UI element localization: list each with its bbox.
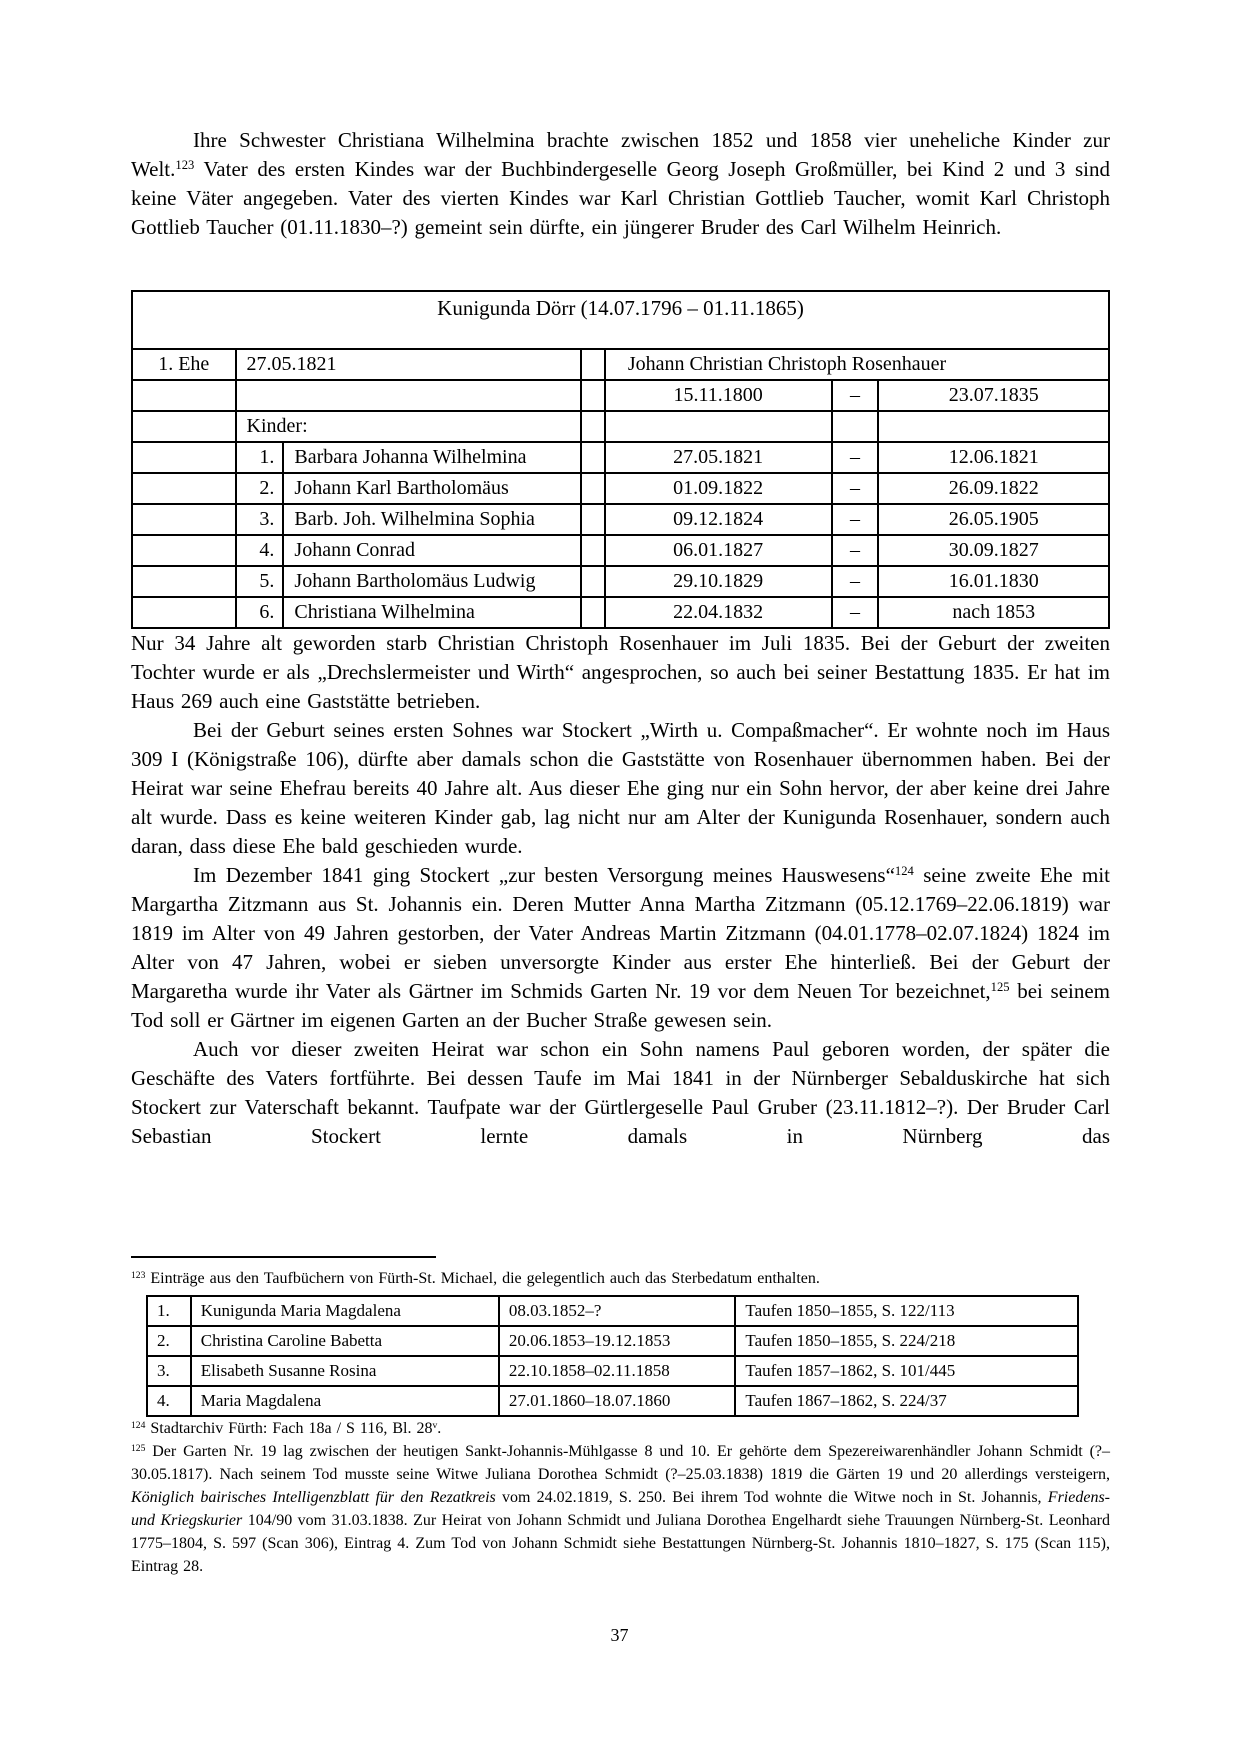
footnote-area bbox=[131, 1256, 1110, 1578]
child-name-cell: Christiana Wilhelmina bbox=[283, 597, 581, 628]
family-table bbox=[131, 290, 1110, 629]
fn-row-source-cell: Taufen 1857–1862, S. 101/445 bbox=[735, 1356, 1078, 1386]
dash-cell: – bbox=[832, 535, 879, 566]
child-name-cell: Johann Bartholomäus Ludwig bbox=[283, 566, 581, 597]
fn-row-number-cell: 2. bbox=[147, 1326, 191, 1356]
fn-row-source-cell: Taufen 1850–1855, S. 224/218 bbox=[735, 1326, 1078, 1356]
fn-row-name-cell: Kunigunda Maria Magdalena bbox=[191, 1296, 499, 1326]
child-birth-cell: 29.10.1829 bbox=[605, 566, 832, 597]
child-death-cell: 26.05.1905 bbox=[878, 504, 1109, 535]
text-segment: 104/90 vom 31.03.1838. Zur Heirat von Johann Schmidt und Juliana Dorothea Engelhardt siehe Trauungen Nürnberg-St. Leonhard 1775–1804, S. 597 (Scan 306), Eintrag 4. Zum Tod von Johann Schmidt siehe Bestattungen Nürnberg-St. Johannis 1810–1827, S. 175 (Scan 115), Eintrag 28. bbox=[131, 1512, 1110, 1575]
fn-row-name-cell: Maria Magdalena bbox=[191, 1386, 499, 1416]
child-row bbox=[132, 597, 1109, 628]
paragraph-rosenhauer-death bbox=[131, 629, 1110, 716]
footnote-125 bbox=[131, 1440, 1110, 1578]
empty-cell bbox=[132, 504, 236, 535]
dash-cell: – bbox=[832, 566, 879, 597]
paragraph-sister-children bbox=[131, 126, 1110, 242]
text-segment: Im Dezember 1841 ging Stockert „zur besten Versorgung meines Hauswesens“ bbox=[193, 863, 895, 887]
child-number-cell: 3. bbox=[236, 504, 284, 535]
empty-cell bbox=[132, 411, 236, 442]
empty-cell bbox=[132, 380, 236, 411]
spacer-cell bbox=[581, 535, 604, 566]
spacer-cell bbox=[581, 473, 604, 504]
footnote-table-row bbox=[147, 1326, 1078, 1356]
text-segment: v bbox=[432, 1419, 438, 1431]
spacer-cell bbox=[581, 597, 604, 628]
spouse-death-cell: 23.07.1835 bbox=[878, 380, 1109, 411]
fn-row-source-cell: Taufen 1867–1862, S. 224/37 bbox=[735, 1386, 1078, 1416]
child-number-cell: 5. bbox=[236, 566, 284, 597]
child-row bbox=[132, 535, 1109, 566]
text-segment: Vater des ersten Kindes war der Buchbindergeselle Georg Joseph Großmüller, bei Kind 2 und 3 sind keine Väter angegeben. Vater des vierten Kindes war Karl Christian Gottlieb Taucher, womit Karl Christoph Gottlieb Taucher (01.11.1830–?) gemeint sein dürfte, ein jüngerer Bruder des Carl Wilhelm Heinrich. bbox=[131, 157, 1110, 239]
text-segment: Der Garten Nr. 19 lag zwischen der heutigen Sankt-Johannis-Mühlgasse 8 und 10. Er gehörte dem Spezereiwarenhändler Johann Schmidt (?–30.05.1817). Nach seinem Tod musste seine Witwe Juliana Dorothea Schmidt (?–25.03.1838) 1819 die Gärten 19 und 20 allerdings versteigern, bbox=[131, 1443, 1110, 1483]
footnote-table-row bbox=[147, 1386, 1078, 1416]
spacer-cell bbox=[581, 566, 604, 597]
empty-cell bbox=[236, 380, 582, 411]
empty-cell bbox=[832, 411, 879, 442]
text-segment: 123 bbox=[175, 158, 195, 173]
paragraph-second-marriage bbox=[131, 861, 1110, 1035]
fn-row-dates-cell: 27.01.1860–18.07.1860 bbox=[499, 1386, 735, 1416]
child-birth-cell: 09.12.1824 bbox=[605, 504, 832, 535]
child-number-cell: 2. bbox=[236, 473, 284, 504]
fn-row-number-cell: 3. bbox=[147, 1356, 191, 1386]
text-segment: 124 bbox=[131, 1419, 146, 1431]
text-segment: 123 bbox=[131, 1269, 146, 1281]
text-segment: seine zweite Ehe mit Margartha Zitzmann aus St. Johannis ein. Deren Mutter Anna Martha Zitzmann (05.12.1769–22.06.1819) war 1819 im Alter von 49 Jahren gestorben, der Vater Andreas Martin Zitzmann (04.01.1778–02.07.1824) 1824 im Alter von 47 Jahren, wobei er sieben unversorgte Kinder aus erster Ehe hinterließ. Bei der Geburt der Margaretha wurde ihr Vater als Gärtner im Schmids Garten Nr. 19 vor dem Neuen Tor bezeichnet, bbox=[131, 863, 1110, 1003]
footnote-separator bbox=[131, 1256, 436, 1258]
text-segment: 124 bbox=[894, 864, 914, 879]
fn-row-dates-cell: 08.03.1852–? bbox=[499, 1296, 735, 1326]
child-death-cell: 16.01.1830 bbox=[878, 566, 1109, 597]
text-segment: 125 bbox=[131, 1442, 146, 1454]
fn-row-source-cell: Taufen 1850–1855, S. 122/113 bbox=[735, 1296, 1078, 1326]
empty-cell bbox=[132, 566, 236, 597]
child-birth-cell: 27.05.1821 bbox=[605, 442, 832, 473]
footnote-123 bbox=[131, 1267, 1110, 1290]
fn-row-number-cell: 4. bbox=[147, 1386, 191, 1416]
dash-cell: – bbox=[832, 597, 879, 628]
spacer-cell bbox=[581, 504, 604, 535]
footnote-table-row bbox=[147, 1356, 1078, 1386]
body-text-block bbox=[131, 126, 1110, 1151]
dash-cell: – bbox=[832, 380, 879, 411]
child-death-cell: 26.09.1822 bbox=[878, 473, 1109, 504]
child-birth-cell: 06.01.1827 bbox=[605, 535, 832, 566]
child-name-cell: Johann Karl Bartholomäus bbox=[283, 473, 581, 504]
paragraph-son-paul bbox=[131, 1035, 1110, 1151]
child-name-cell: Johann Conrad bbox=[283, 535, 581, 566]
empty-cell bbox=[132, 442, 236, 473]
child-death-cell: 30.09.1827 bbox=[878, 535, 1109, 566]
marriage-row bbox=[132, 349, 1109, 380]
empty-cell bbox=[132, 535, 236, 566]
dash-cell: – bbox=[832, 442, 879, 473]
text-segment: Nur 34 Jahre alt geworden starb Christian Christoph Rosenhauer im Juli 1835. Bei der Geburt der zweiten Tochter wurde er als „Drechslermeister und Wirth“ angesprochen, so auch bei seiner Bestattung 1835. Er hat im Haus 269 auch eine Gaststätte betrieben. bbox=[131, 631, 1110, 713]
paragraph-first-son bbox=[131, 716, 1110, 861]
footnote-124 bbox=[131, 1417, 1110, 1440]
child-number-cell: 1. bbox=[236, 442, 284, 473]
spacer-cell bbox=[581, 349, 604, 380]
text-segment: bei seinem Tod soll er Gärtner im eigenen Garten an der Bucher Straße gewesen sein. bbox=[131, 979, 1110, 1032]
marriage-date-cell: 27.05.1821 bbox=[236, 349, 582, 380]
footnote-table-row bbox=[147, 1296, 1078, 1326]
empty-cell bbox=[132, 473, 236, 504]
spouse-dates-row bbox=[132, 380, 1109, 411]
spacer-cell bbox=[581, 380, 604, 411]
dash-cell: – bbox=[832, 504, 879, 535]
children-header-row bbox=[132, 411, 1109, 442]
child-name-cell: Barbara Johanna Wilhelmina bbox=[283, 442, 581, 473]
child-number-cell: 4. bbox=[236, 535, 284, 566]
fn-row-dates-cell: 20.06.1853–19.12.1853 bbox=[499, 1326, 735, 1356]
child-death-cell: 12.06.1821 bbox=[878, 442, 1109, 473]
child-row bbox=[132, 504, 1109, 535]
footnote-children-table bbox=[146, 1295, 1079, 1417]
fn-row-number-cell: 1. bbox=[147, 1296, 191, 1326]
family-table-title-row bbox=[132, 291, 1109, 349]
fn-row-dates-cell: 22.10.1858–02.11.1858 bbox=[499, 1356, 735, 1386]
text-segment: Bei der Geburt seines ersten Sohnes war Stockert „Wirth u. Compaßmacher“. Er wohnte noch im Haus 309 I (Königstraße 106), dürfte aber damals schon die Gaststätte von Rosenhauer übernommen haben. Bei der Heirat war seine Ehefrau bereits 40 Jahre alt. Aus dieser Ehe ging nur ein Sohn hervor, der aber keine drei Jahre alt wurde. Dass es keine weiteren Kinder gab, lag nicht nur am Alter der Kunigunda Rosenhauer, sondern auch daran, dass diese Ehe bald geschieden wurde. bbox=[131, 718, 1110, 858]
spouse-birth-cell: 15.11.1800 bbox=[605, 380, 832, 411]
child-name-cell: Barb. Joh. Wilhelmina Sophia bbox=[283, 504, 581, 535]
marriage-label-cell: 1. Ehe bbox=[132, 349, 236, 380]
spacer-cell bbox=[581, 411, 604, 442]
fn-row-name-cell: Christina Caroline Babetta bbox=[191, 1326, 499, 1356]
text-segment: 125 bbox=[990, 980, 1010, 995]
text-segment: vom 24.02.1819, S. 250. Bei ihrem Tod wohnte die Witwe noch in St. Johannis, bbox=[495, 1489, 1048, 1506]
text-segment: Stadtarchiv Fürth: Fach 18a / S 116, Bl. 28 bbox=[145, 1420, 433, 1437]
text-segment: Königlich bairisches Intelligenzblatt für den Rezatkreis bbox=[131, 1489, 496, 1506]
child-row bbox=[132, 442, 1109, 473]
child-row bbox=[132, 473, 1109, 504]
text-segment: Friedens- und Kriegskurier bbox=[131, 1489, 1110, 1529]
child-death-cell: nach 1853 bbox=[878, 597, 1109, 628]
child-birth-cell: 01.09.1822 bbox=[605, 473, 832, 504]
text-segment: . bbox=[437, 1420, 442, 1437]
empty-cell bbox=[878, 411, 1109, 442]
children-label-cell: Kinder: bbox=[236, 411, 582, 442]
child-number-cell: 6. bbox=[236, 597, 284, 628]
dash-cell: – bbox=[832, 473, 879, 504]
child-birth-cell: 22.04.1832 bbox=[605, 597, 832, 628]
child-row bbox=[132, 566, 1109, 597]
text-segment: Auch vor dieser zweiten Heirat war schon ein Sohn namens Paul geboren worden, der später die Geschäfte des Vaters fortführte. Bei dessen Taufe im Mai 1841 in der Nürnberger Sebalduskirche hat sich Stockert zur Vaterschaft bekannt. Taufpate war der Gürtlergeselle Paul Gruber (23.11.1812–?). Der Bruder Carl Sebastian Stockert lernte damals in Nürnberg das bbox=[131, 1037, 1110, 1148]
spacer-cell bbox=[581, 442, 604, 473]
text-segment: Ihre Schwester Christiana Wilhelmina brachte zwischen 1852 und 1858 vier uneheliche Kinder zur Welt. bbox=[131, 128, 1110, 181]
page-number: 37 bbox=[610, 1625, 629, 1645]
family-table-title: Kunigunda Dörr (14.07.1796 – 01.11.1865) bbox=[132, 291, 1109, 349]
empty-cell bbox=[132, 597, 236, 628]
empty-cell bbox=[605, 411, 832, 442]
fn-row-name-cell: Elisabeth Susanne Rosina bbox=[191, 1356, 499, 1386]
spouse-name-cell: Johann Christian Christoph Rosenhauer bbox=[605, 349, 1109, 380]
text-segment: Einträge aus den Taufbüchern von Fürth-St. Michael, die gelegentlich auch das Sterbedatum enthalten. bbox=[145, 1270, 820, 1287]
